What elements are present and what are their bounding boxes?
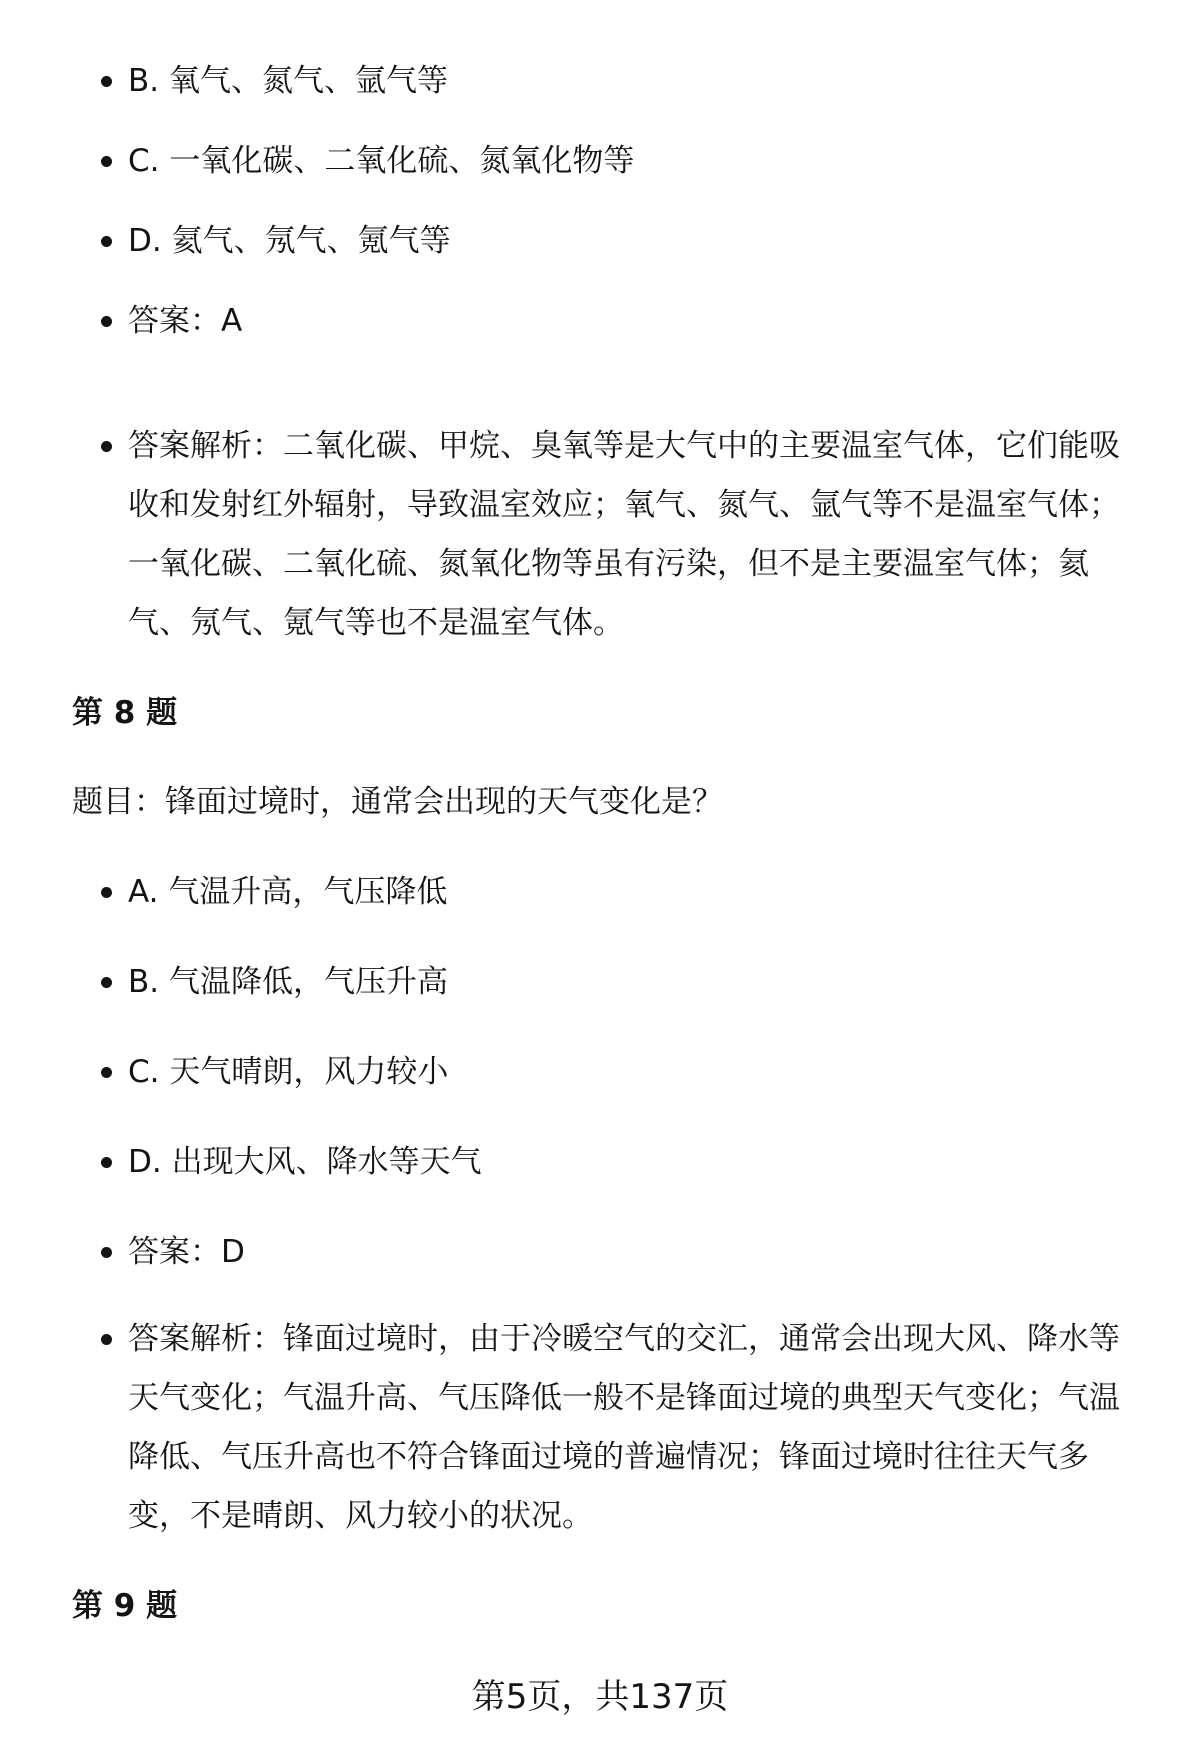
list-item-option-b: [128, 953, 1148, 1012]
list-item-option-d: [128, 1133, 1148, 1192]
bullet-dot: [101, 977, 112, 988]
list-item-option-d: [128, 212, 1148, 271]
bullet-dot: [101, 156, 112, 167]
bullet-dot: [101, 76, 112, 87]
list-item-option-a: [128, 863, 1148, 922]
option-text: B. 气温降低，气压升高: [128, 964, 448, 1000]
option-text: D. 出现大风、降水等天气: [128, 1144, 482, 1180]
list-item-explanation: [128, 1310, 1148, 1546]
list-item-option-b: [128, 52, 1148, 111]
bullet-dot: [101, 1067, 112, 1078]
option-text: A. 气温升高，气压降低: [128, 874, 448, 910]
page-number-footer: 第5页，共137页: [471, 1677, 729, 1717]
bullet-dot: [101, 441, 112, 452]
list-item-option-c: [128, 132, 1148, 191]
option-text: D. 氦气、氖气、氪气等: [128, 223, 451, 259]
bullet-dot: [101, 1157, 112, 1168]
bullet-dot: [101, 887, 112, 898]
explanation-text: 答案解析：锋面过境时，由于冷暖空气的交汇，通常会出现大风、降水等天气变化；气温升高、气压降低一般不是锋面过境的典型天气变化；气温降低、气压升高也不符合锋面过境的普遍情况；锋面过境时往往天气多变，不是晴朗、风力较小的状况。: [128, 1321, 1120, 1534]
bullet-dot: [101, 316, 112, 327]
list-item-answer: [128, 292, 1148, 351]
explanation-text: 答案解析：二氧化碳、甲烷、臭氧等是大气中的主要温室气体，它们能吸收和发射红外辐射，导致温室效应；氧气、氮气、氩气等不是温室气体；一氧化碳、二氧化硫、氮氧化物等虽有污染，但不是主要温室气体；氦气、氖气、氪气等也不是温室气体。: [128, 428, 1120, 641]
option-text: C. 天气晴朗，风力较小: [128, 1054, 449, 1090]
question-heading: 第 8 题: [72, 695, 178, 731]
bullet-dot: [101, 1247, 112, 1258]
option-text: C. 一氧化碳、二氧化硫、氮氧化物等: [128, 143, 635, 179]
answer-text: 答案：A: [128, 303, 243, 339]
bullet-dot: [101, 1334, 112, 1345]
option-text: B. 氧气、氮气、氩气等: [128, 63, 448, 99]
list-item-option-c: [128, 1043, 1148, 1102]
answer-text: 答案：D: [128, 1234, 245, 1270]
list-item-answer: [128, 1223, 1148, 1282]
question-text: 题目：锋面过境时，通常会出现的天气变化是？: [72, 784, 723, 820]
question-heading: 第 9 题: [72, 1588, 178, 1624]
bullet-dot: [101, 236, 112, 247]
list-item-explanation: [128, 417, 1148, 653]
